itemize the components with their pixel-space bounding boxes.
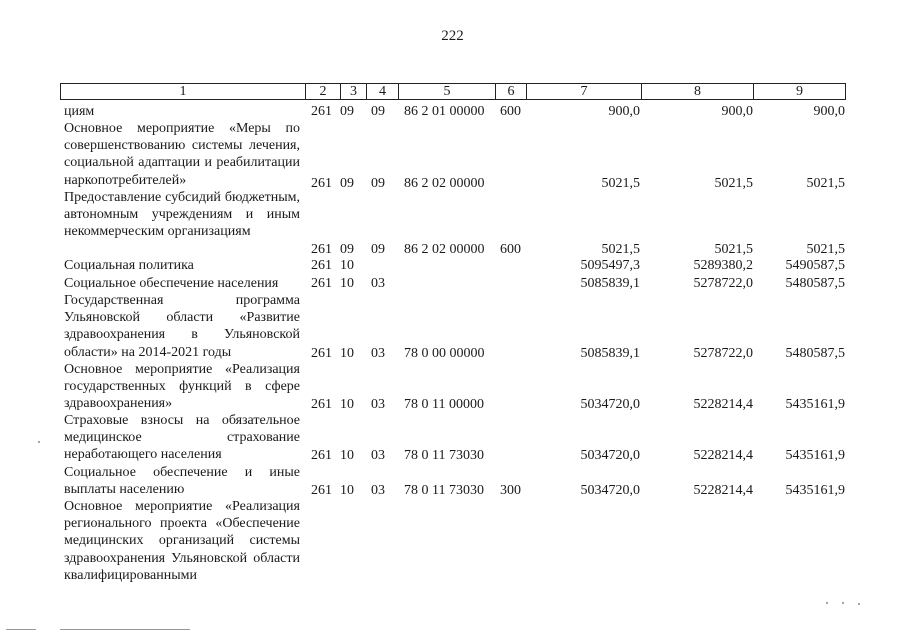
cell-col-4: 09 <box>371 176 385 191</box>
row-name: Социальное обеспечение и иные выплаты населению <box>64 465 300 498</box>
cell-col-7: 5021,5 <box>601 242 640 257</box>
cell-col-3: 10 <box>340 346 354 361</box>
cell-col-7: 900,0 <box>608 104 640 119</box>
page-number: 222 <box>441 28 464 44</box>
cell-col-9: 5021,5 <box>806 176 845 191</box>
cell-col-8: 5228214,4 <box>693 448 753 463</box>
cell-col-3: 10 <box>340 276 354 291</box>
cell-col-8: 900,0 <box>721 104 753 119</box>
cell-col-2: 261 <box>311 242 332 257</box>
cell-col-3: 09 <box>340 176 354 191</box>
cell-col-9: 5480587,5 <box>785 276 845 291</box>
scan-dot <box>826 602 828 604</box>
cell-col-4: 03 <box>371 276 385 291</box>
scan-artifact <box>6 629 36 630</box>
cell-col-8: 5278722,0 <box>693 346 753 361</box>
header-col-5: 5 <box>398 83 496 100</box>
cell-col-7: 5034720,0 <box>580 483 640 498</box>
cell-col-7: 5021,5 <box>601 176 640 191</box>
cell-col-3: 10 <box>340 448 354 463</box>
cell-col-8: 5289380,2 <box>693 258 753 273</box>
cell-col-6: 600 <box>500 242 521 257</box>
header-col-3: 3 <box>340 83 367 100</box>
cell-col-2: 261 <box>311 483 332 498</box>
cell-col-2: 261 <box>311 258 332 273</box>
cell-col-7: 5034720,0 <box>580 397 640 412</box>
row-name: Основное мероприятие «Реализация государственных функций в сфере здравоохранения» <box>64 362 300 412</box>
cell-col-4: 09 <box>371 104 385 119</box>
header-col-2: 2 <box>305 83 341 100</box>
header-col-1: 1 <box>60 83 306 100</box>
header-col-6: 6 <box>495 83 527 100</box>
row-name: Страховые взносы на обязательное медицинское страхование неработающего населения <box>64 413 300 463</box>
cell-col-5: 78 0 11 73030 <box>404 483 484 498</box>
cell-col-9: 5021,5 <box>806 242 845 257</box>
cell-col-8: 5228214,4 <box>693 397 753 412</box>
cell-col-9: 900,0 <box>813 104 845 119</box>
cell-col-3: 10 <box>340 397 354 412</box>
row-name: Основное мероприятие «Реализация регионального проекта «Обеспечение медицинских организаций системы здравоохранения Ульяновской области квалифицированными <box>64 499 300 583</box>
cell-col-5: 78 0 11 73030 <box>404 448 484 463</box>
cell-col-5: 78 0 00 00000 <box>404 346 485 361</box>
cell-col-8: 5021,5 <box>714 242 753 257</box>
cell-col-6: 600 <box>500 104 521 119</box>
header-col-4: 4 <box>366 83 399 100</box>
cell-col-2: 261 <box>311 346 332 361</box>
cell-col-8: 5021,5 <box>714 176 753 191</box>
cell-col-5: 78 0 11 00000 <box>404 397 484 412</box>
cell-col-7: 5085839,1 <box>580 276 640 291</box>
scan-dot <box>858 603 860 605</box>
cell-col-4: 03 <box>371 448 385 463</box>
cell-col-4: 09 <box>371 242 385 257</box>
scan-dot <box>38 441 40 443</box>
row-name: Социальная политика <box>64 258 194 273</box>
cell-col-9: 5490587,5 <box>785 258 845 273</box>
row-name: Государственная программа Ульяновской области «Развитие здравоохранения в Ульяновской области» на 2014-2021 годы <box>64 293 300 360</box>
cell-col-4: 03 <box>371 397 385 412</box>
scan-artifact <box>60 629 190 630</box>
cell-col-7: 5095497,3 <box>580 258 640 273</box>
cell-col-9: 5435161,9 <box>785 448 845 463</box>
cell-col-2: 261 <box>311 276 332 291</box>
cell-col-4: 03 <box>371 483 385 498</box>
cell-col-8: 5228214,4 <box>693 483 753 498</box>
cell-col-5: 86 2 02 00000 <box>404 176 485 191</box>
cell-col-2: 261 <box>311 448 332 463</box>
cell-col-9: 5480587,5 <box>785 346 845 361</box>
cell-col-5: 86 2 01 00000 <box>404 104 485 119</box>
cell-col-3: 09 <box>340 242 354 257</box>
cell-col-5: 86 2 02 00000 <box>404 242 485 257</box>
cell-col-3: 09 <box>340 104 354 119</box>
row-name: Предоставление субсидий бюджетным, автономным учреждениям и иным некоммерческим организациям <box>64 190 300 240</box>
cell-col-2: 261 <box>311 397 332 412</box>
cell-col-2: 261 <box>311 176 332 191</box>
header-col-8: 8 <box>641 83 754 100</box>
header-col-9: 9 <box>753 83 846 100</box>
cell-col-7: 5085839,1 <box>580 346 640 361</box>
row-name: Основное мероприятие «Меры по совершенствованию системы лечения, социальной адаптации и реабилитации наркопотребителей» <box>64 121 300 188</box>
header-col-7: 7 <box>526 83 642 100</box>
cell-col-8: 5278722,0 <box>693 276 753 291</box>
cell-col-9: 5435161,9 <box>785 483 845 498</box>
cell-col-6: 300 <box>500 483 521 498</box>
cell-col-4: 03 <box>371 346 385 361</box>
cell-col-9: 5435161,9 <box>785 397 845 412</box>
cell-col-3: 10 <box>340 258 354 273</box>
cell-col-7: 5034720,0 <box>580 448 640 463</box>
scan-dot <box>842 602 844 604</box>
row-name: циям <box>64 104 95 119</box>
row-name: Социальное обеспечение населения <box>64 276 279 291</box>
cell-col-2: 261 <box>311 104 332 119</box>
cell-col-3: 10 <box>340 483 354 498</box>
